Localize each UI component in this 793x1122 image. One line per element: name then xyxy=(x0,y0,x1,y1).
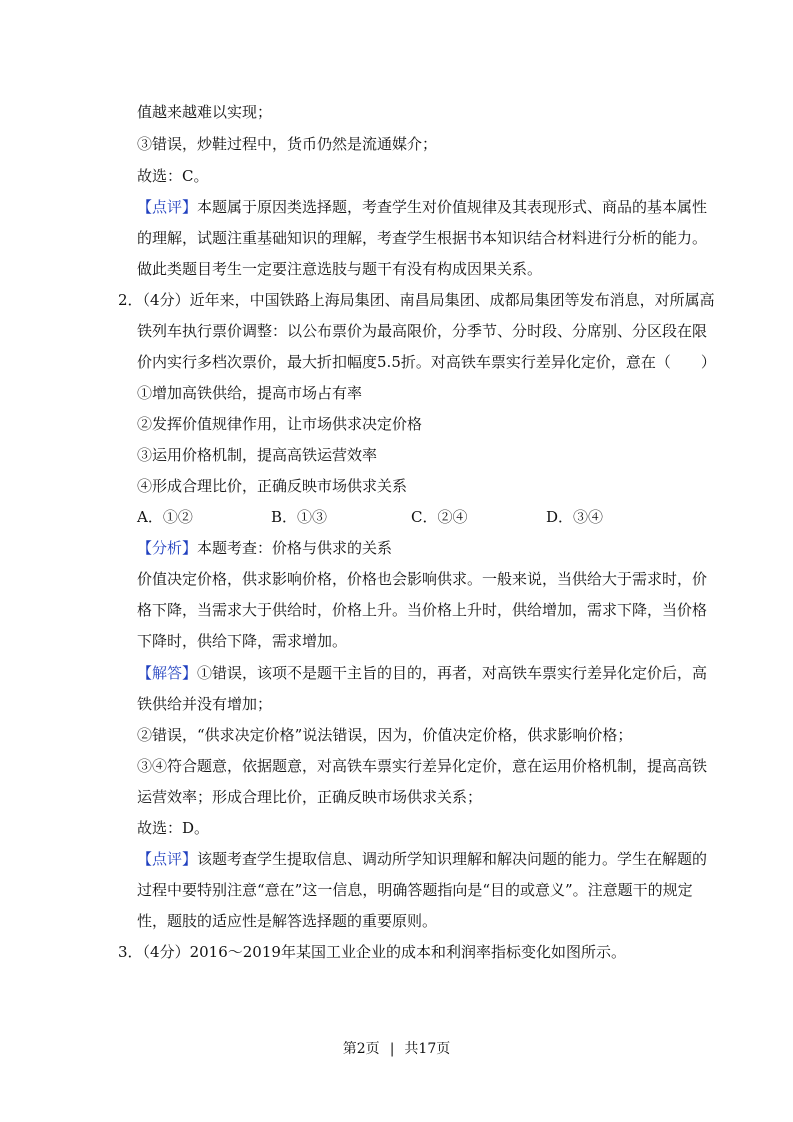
statement-4: ④形成合理比价，正确反映市场供求关系 xyxy=(137,477,408,495)
option-a: A．①② xyxy=(137,508,193,526)
answer-text: ①错误，该项不是题干主旨的目的，再者，对高铁车票实行差异化定价后，高 xyxy=(197,664,708,682)
text-line: 故选：D。 xyxy=(137,819,210,837)
comment-tag: 【点评】 xyxy=(137,850,198,868)
page-number: 第2页 xyxy=(342,1041,380,1057)
text-line: 运营效率；形成合理比价，正确反映市场供求关系； xyxy=(137,788,483,806)
question-number: 2． xyxy=(118,291,143,309)
analysis-tag: 【分析】 xyxy=(137,539,198,557)
comment-tag: 【点评】 xyxy=(137,198,198,216)
answer-options xyxy=(137,507,657,527)
text-line: 做此类题目考生一定要注意选肢与题干有没有构成因果关系。 xyxy=(137,260,543,278)
text-line: ②错误，“供求决定价格”说法错误，因为，价值决定价格，供求影响价格； xyxy=(137,726,633,744)
statement-3: ③运用价格机制，提高高铁运营效率 xyxy=(137,446,378,464)
option-b: B．①③ xyxy=(271,508,328,526)
comment-text: 该题考查学生提取信息、调动所学知识理解和解决问题的能力。学生在解题的 xyxy=(197,850,708,868)
statement-1: ①增加高铁供给，提高市场占有率 xyxy=(137,384,363,402)
page-footer xyxy=(0,1039,793,1059)
text-line: 价内实行多档次票价，最大折扣幅度5.5折。对高铁车票实行差异化定价，意在（ ） xyxy=(137,353,716,371)
answer-tag: 【解答】 xyxy=(137,664,198,682)
text-line: 格下降，当需求大于供给时，价格上升。当价格上升时，供给增加，需求下降，当价格 xyxy=(137,601,708,619)
statement-2: ②发挥价值规律作用，让市场供求决定价格 xyxy=(137,415,423,433)
option-c: C．②④ xyxy=(411,508,468,526)
text-line: ③错误，炒鞋过程中，货币仍然是流通媒介； xyxy=(137,135,438,153)
text-line: 铁列车执行票价调整：以公布票价为最高限价，分季节、分时段、分席别、分区段在限 xyxy=(137,322,708,340)
total-pages: 共17页 xyxy=(404,1041,451,1057)
text-line: 性，题肢的适应性是解答选择题的重要原则。 xyxy=(137,912,438,930)
option-d: D．③④ xyxy=(546,508,604,526)
analysis-text: 本题考查：价格与供求的关系 xyxy=(197,539,393,557)
comment-paragraph xyxy=(137,197,707,217)
question-3-stem xyxy=(118,942,626,962)
stem-text: （4分）2016～2019年某国工业企业的成本和利润率指标变化如图所示。 xyxy=(142,943,626,961)
text-line: 过程中要特别注意“意在”这一信息，明确答题指向是“目的或意义”。注意题干的规定 xyxy=(137,881,693,899)
stem-text: （4分）近年来，中国铁路上海局集团、南昌局集团、成都局集团等发布消息，对所属高 xyxy=(142,291,715,309)
footer-separator: | xyxy=(389,1041,395,1057)
question-number: 3． xyxy=(118,943,143,961)
text-line: 故选：C。 xyxy=(137,167,209,185)
answer-paragraph xyxy=(137,663,707,683)
text-line: 值越来越难以实现； xyxy=(137,103,273,121)
text-line: 价值决定价格，供求影响价格，价格也会影响供求。一般来说，当供给大于需求时，价 xyxy=(137,570,708,588)
text-line: 铁供给并没有增加； xyxy=(137,695,273,713)
text-line: 的理解，试题注重基础知识的理解，考查学生根据书本知识结合材料进行分析的能力。 xyxy=(137,229,708,247)
comment-text: 本题属于原因类选择题，考查学生对价值规律及其表现形式、商品的基本属性 xyxy=(197,198,708,216)
text-line: 下降时，供给下降，需求增加。 xyxy=(137,632,348,650)
question-2-stem xyxy=(118,290,715,310)
analysis-paragraph xyxy=(137,538,392,558)
text-line: ③④符合题意，依据题意，对高铁车票实行差异化定价，意在运用价格机制，提高高铁 xyxy=(137,757,708,775)
comment-paragraph xyxy=(137,849,707,869)
